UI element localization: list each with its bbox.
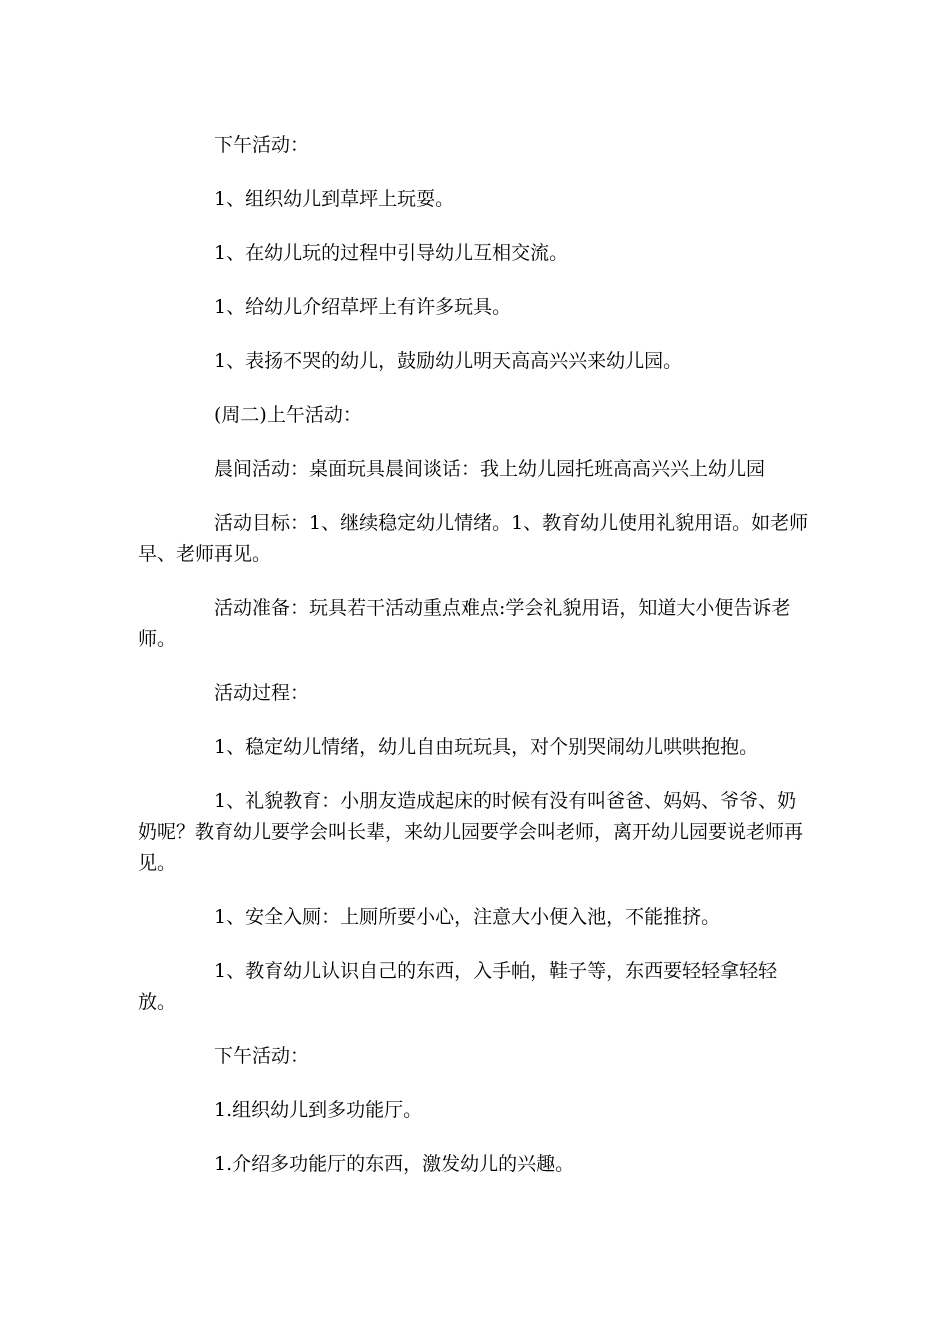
list-item: 1.介绍多功能厅的东西，激发幼儿的兴趣。	[214, 1153, 575, 1175]
list-item: 1.组织幼儿到多功能厅。	[214, 1099, 423, 1121]
section-heading-afternoon: 下午活动：	[214, 134, 310, 156]
list-item: 1、安全入厕：上厕所要小心，注意大小便入池，不能推挤。	[214, 906, 721, 928]
paragraph-activity-goals: 活动目标：1、继续稳定幼儿情绪。1、教育幼儿使用礼貌用语。如老师早、老师再见。	[138, 512, 809, 565]
list-item: 1、表扬不哭的幼儿，鼓励幼儿明天高高兴兴来幼儿园。	[214, 350, 683, 372]
section-heading-tuesday-morning: (周二)上午活动：	[214, 404, 362, 426]
document-body	[138, 130, 810, 1203]
paragraph-activity-preparation: 活动准备：玩具若干活动重点难点:学会礼貌用语，知道大小便告诉老师。	[138, 597, 791, 650]
list-item: 1、组织幼儿到草坪上玩耍。	[214, 188, 455, 210]
list-item: 1、礼貌教育：小朋友造成起床的时候有没有叫爸爸、妈妈、爷爷、奶奶呢？教育幼儿要学会叫长辈，来幼儿园要学会叫老师，离开幼儿园要说老师再见。	[138, 790, 804, 874]
paragraph-morning-activity: 晨间活动：桌面玩具晨间谈话：我上幼儿园托班高高兴兴上幼儿园	[214, 458, 766, 480]
list-item: 1、在幼儿玩的过程中引导幼儿互相交流。	[214, 242, 569, 264]
section-heading-activity-process: 活动过程：	[214, 682, 310, 704]
list-item: 1、稳定幼儿情绪，幼儿自由玩玩具，对个别哭闹幼儿哄哄抱抱。	[214, 736, 759, 758]
list-item: 1、教育幼儿认识自己的东西，入手帕，鞋子等，东西要轻轻拿轻轻放。	[138, 960, 778, 1013]
list-item: 1、给幼儿介绍草坪上有许多玩具。	[214, 296, 512, 318]
section-heading-afternoon: 下午活动：	[214, 1045, 310, 1067]
